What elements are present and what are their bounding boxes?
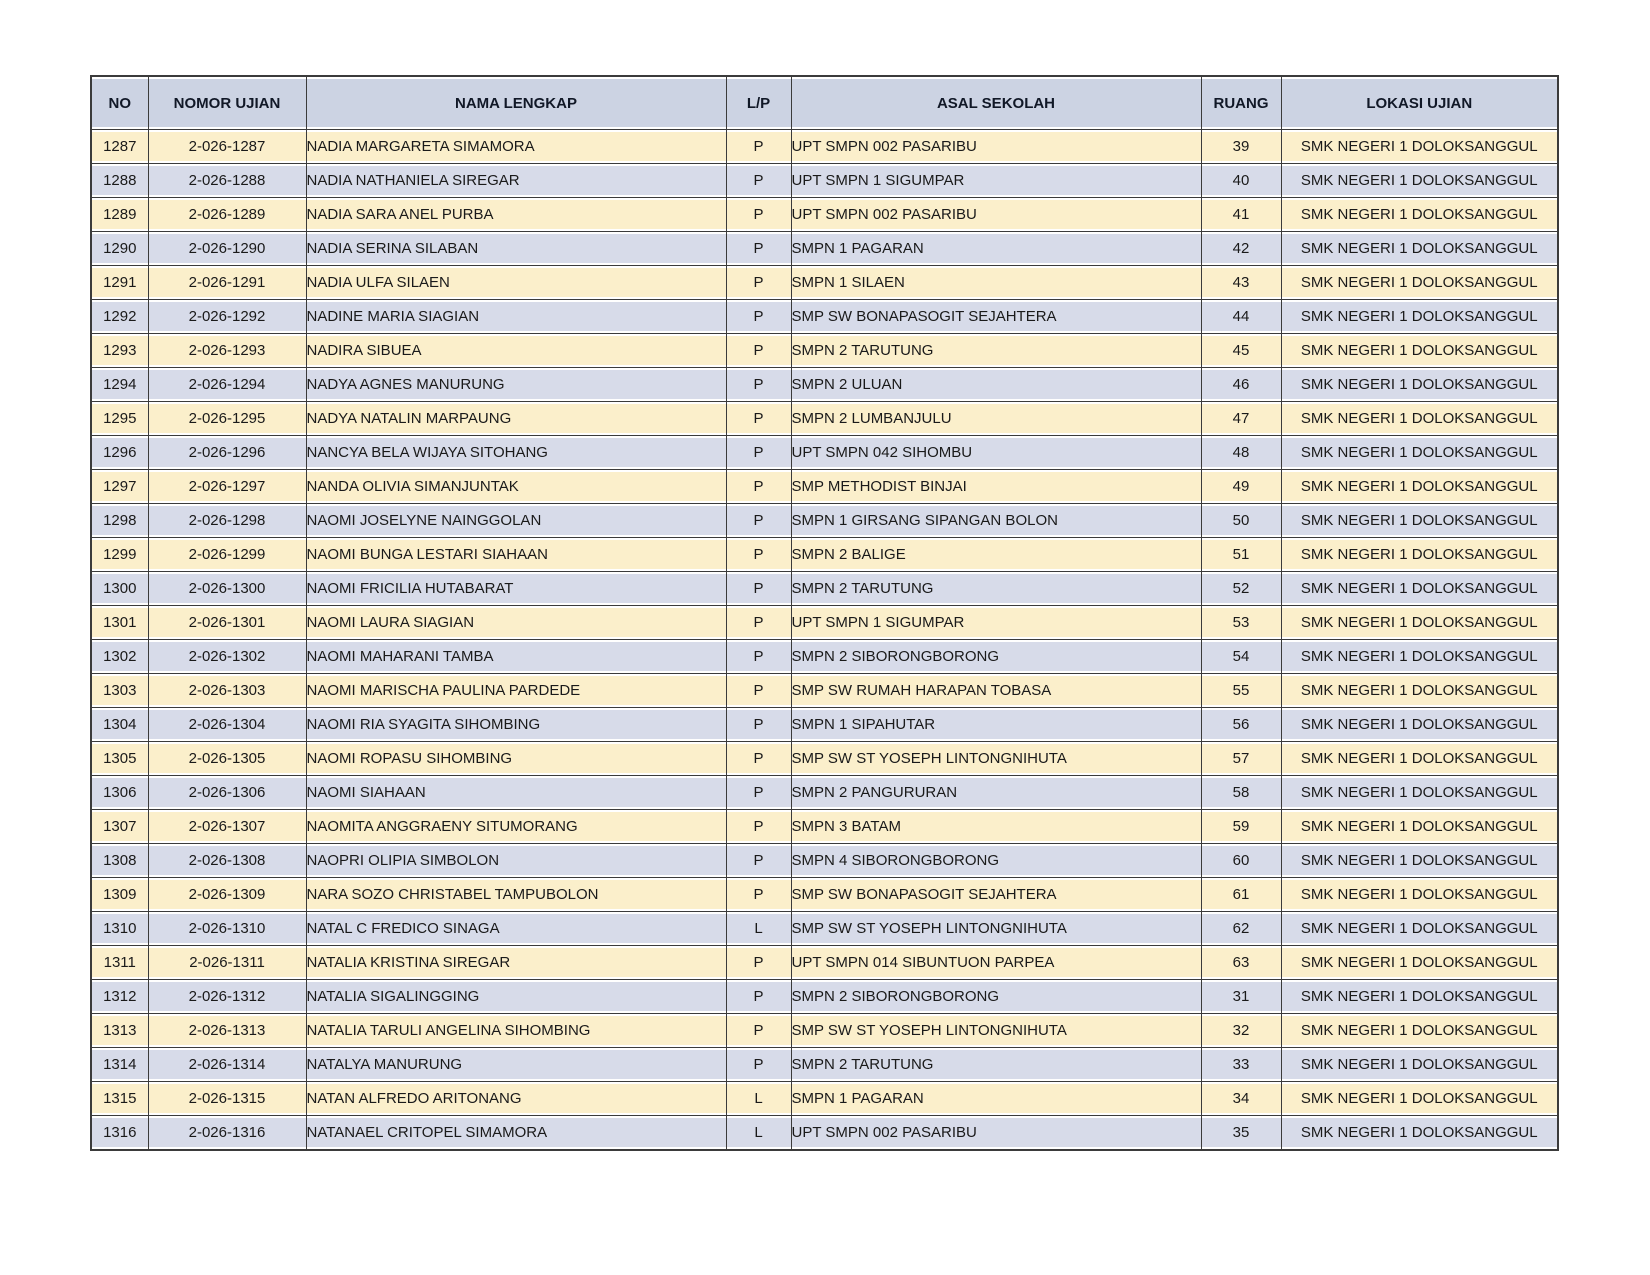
cell-lokasi: SMK NEGERI 1 DOLOKSANGGUL [1281, 572, 1558, 606]
cell-nama: NADIA NATHANIELA SIREGAR [306, 164, 726, 198]
cell-no: 1316 [91, 1116, 148, 1151]
cell-ruang: 40 [1201, 164, 1281, 198]
cell-lokasi: SMK NEGERI 1 DOLOKSANGGUL [1281, 878, 1558, 912]
cell-asal: SMPN 4 SIBORONGBORONG [791, 844, 1201, 878]
cell-no: 1312 [91, 980, 148, 1014]
cell-asal: SMP SW ST YOSEPH LINTONGNIHUTA [791, 1014, 1201, 1048]
cell-asal: UPT SMPN 014 SIBUNTUON PARPEA [791, 946, 1201, 980]
column-header-lokasi-ujian: LOKASI UJIAN [1281, 76, 1558, 130]
cell-nama: NANDA OLIVIA SIMANJUNTAK [306, 470, 726, 504]
cell-ruang: 35 [1201, 1116, 1281, 1151]
cell-nama: NADINE MARIA SIAGIAN [306, 300, 726, 334]
cell-lokasi: SMK NEGERI 1 DOLOKSANGGUL [1281, 776, 1558, 810]
cell-lp: P [726, 572, 791, 606]
cell-nomor: 2-026-1313 [148, 1014, 306, 1048]
cell-ruang: 63 [1201, 946, 1281, 980]
cell-lp: P [726, 640, 791, 674]
cell-asal: SMPN 2 ULUAN [791, 368, 1201, 402]
cell-no: 1306 [91, 776, 148, 810]
cell-nomor: 2-026-1288 [148, 164, 306, 198]
table-row [91, 572, 1558, 606]
cell-nama: NATAN ALFREDO ARITONANG [306, 1082, 726, 1116]
cell-lokasi: SMK NEGERI 1 DOLOKSANGGUL [1281, 1048, 1558, 1082]
column-header-nama-lengkap: NAMA LENGKAP [306, 76, 726, 130]
cell-nomor: 2-026-1307 [148, 810, 306, 844]
table-row [91, 436, 1558, 470]
cell-nama: NADIA MARGARETA SIMAMORA [306, 130, 726, 164]
cell-nomor: 2-026-1289 [148, 198, 306, 232]
cell-ruang: 32 [1201, 1014, 1281, 1048]
cell-lp: P [726, 368, 791, 402]
cell-ruang: 54 [1201, 640, 1281, 674]
cell-lokasi: SMK NEGERI 1 DOLOKSANGGUL [1281, 1014, 1558, 1048]
roster-body [91, 130, 1558, 1151]
cell-nomor: 2-026-1291 [148, 266, 306, 300]
cell-lokasi: SMK NEGERI 1 DOLOKSANGGUL [1281, 742, 1558, 776]
cell-lp: P [726, 266, 791, 300]
cell-ruang: 33 [1201, 1048, 1281, 1082]
cell-nama: NAOMI MAHARANI TAMBA [306, 640, 726, 674]
exam-roster-page [90, 75, 1557, 1151]
cell-nomor: 2-026-1295 [148, 402, 306, 436]
cell-no: 1298 [91, 504, 148, 538]
cell-lp: P [726, 810, 791, 844]
cell-lp: P [726, 1048, 791, 1082]
table-row [91, 878, 1558, 912]
cell-lokasi: SMK NEGERI 1 DOLOKSANGGUL [1281, 674, 1558, 708]
cell-no: 1310 [91, 912, 148, 946]
cell-no: 1290 [91, 232, 148, 266]
cell-nomor: 2-026-1310 [148, 912, 306, 946]
table-row [91, 1014, 1558, 1048]
cell-lp: P [726, 742, 791, 776]
table-row [91, 810, 1558, 844]
table-row [91, 980, 1558, 1014]
table-row [91, 164, 1558, 198]
cell-no: 1309 [91, 878, 148, 912]
cell-ruang: 52 [1201, 572, 1281, 606]
cell-ruang: 39 [1201, 130, 1281, 164]
cell-ruang: 41 [1201, 198, 1281, 232]
cell-lokasi: SMK NEGERI 1 DOLOKSANGGUL [1281, 946, 1558, 980]
cell-no: 1300 [91, 572, 148, 606]
cell-lp: P [726, 606, 791, 640]
cell-no: 1301 [91, 606, 148, 640]
cell-ruang: 56 [1201, 708, 1281, 742]
cell-nama: NAOPRI OLIPIA SIMBOLON [306, 844, 726, 878]
cell-asal: UPT SMPN 002 PASARIBU [791, 130, 1201, 164]
cell-asal: SMP SW BONAPASOGIT SEJAHTERA [791, 300, 1201, 334]
cell-no: 1293 [91, 334, 148, 368]
cell-no: 1313 [91, 1014, 148, 1048]
cell-nomor: 2-026-1304 [148, 708, 306, 742]
table-row [91, 1048, 1558, 1082]
cell-ruang: 53 [1201, 606, 1281, 640]
cell-ruang: 55 [1201, 674, 1281, 708]
cell-lp: P [726, 878, 791, 912]
cell-ruang: 47 [1201, 402, 1281, 436]
cell-asal: SMPN 2 LUMBANJULU [791, 402, 1201, 436]
table-row [91, 300, 1558, 334]
cell-asal: SMPN 1 SIPAHUTAR [791, 708, 1201, 742]
cell-asal: UPT SMPN 002 PASARIBU [791, 198, 1201, 232]
cell-ruang: 62 [1201, 912, 1281, 946]
cell-ruang: 58 [1201, 776, 1281, 810]
cell-nama: NATAL C FREDICO SINAGA [306, 912, 726, 946]
cell-lokasi: SMK NEGERI 1 DOLOKSANGGUL [1281, 640, 1558, 674]
cell-asal: SMPN 2 BALIGE [791, 538, 1201, 572]
cell-lp: P [726, 232, 791, 266]
cell-no: 1315 [91, 1082, 148, 1116]
cell-lokasi: SMK NEGERI 1 DOLOKSANGGUL [1281, 980, 1558, 1014]
table-row [91, 470, 1558, 504]
cell-nomor: 2-026-1308 [148, 844, 306, 878]
cell-lokasi: SMK NEGERI 1 DOLOKSANGGUL [1281, 606, 1558, 640]
table-row [91, 538, 1558, 572]
table-row [91, 1082, 1558, 1116]
cell-nama: NATALIA KRISTINA SIREGAR [306, 946, 726, 980]
cell-asal: UPT SMPN 042 SIHOMBU [791, 436, 1201, 470]
cell-lp: P [726, 674, 791, 708]
cell-nama: NATANAEL CRITOPEL SIMAMORA [306, 1116, 726, 1151]
cell-nomor: 2-026-1305 [148, 742, 306, 776]
cell-lokasi: SMK NEGERI 1 DOLOKSANGGUL [1281, 402, 1558, 436]
cell-lokasi: SMK NEGERI 1 DOLOKSANGGUL [1281, 470, 1558, 504]
cell-lokasi: SMK NEGERI 1 DOLOKSANGGUL [1281, 538, 1558, 572]
table-row [91, 912, 1558, 946]
cell-nomor: 2-026-1299 [148, 538, 306, 572]
cell-no: 1292 [91, 300, 148, 334]
cell-no: 1297 [91, 470, 148, 504]
cell-asal: SMPN 1 PAGARAN [791, 1082, 1201, 1116]
cell-nomor: 2-026-1312 [148, 980, 306, 1014]
cell-nomor: 2-026-1292 [148, 300, 306, 334]
cell-nomor: 2-026-1306 [148, 776, 306, 810]
table-row [91, 368, 1558, 402]
cell-nomor: 2-026-1297 [148, 470, 306, 504]
header-row [91, 76, 1558, 130]
table-row [91, 844, 1558, 878]
cell-nama: NATALIA SIGALINGGING [306, 980, 726, 1014]
cell-lokasi: SMK NEGERI 1 DOLOKSANGGUL [1281, 912, 1558, 946]
exam-participants-table [90, 75, 1559, 1151]
table-row [91, 674, 1558, 708]
column-header-asal-sekolah: ASAL SEKOLAH [791, 76, 1201, 130]
table-row [91, 606, 1558, 640]
cell-asal: SMPN 2 TARUTUNG [791, 334, 1201, 368]
table-row [91, 640, 1558, 674]
cell-asal: SMP SW ST YOSEPH LINTONGNIHUTA [791, 742, 1201, 776]
cell-nama: NADYA NATALIN MARPAUNG [306, 402, 726, 436]
cell-ruang: 45 [1201, 334, 1281, 368]
cell-lp: P [726, 776, 791, 810]
table-row [91, 742, 1558, 776]
cell-ruang: 34 [1201, 1082, 1281, 1116]
cell-no: 1291 [91, 266, 148, 300]
cell-no: 1296 [91, 436, 148, 470]
cell-lp: L [726, 1082, 791, 1116]
cell-lokasi: SMK NEGERI 1 DOLOKSANGGUL [1281, 198, 1558, 232]
column-header-no: NO [91, 76, 148, 130]
cell-ruang: 48 [1201, 436, 1281, 470]
cell-asal: UPT SMPN 1 SIGUMPAR [791, 164, 1201, 198]
cell-lokasi: SMK NEGERI 1 DOLOKSANGGUL [1281, 504, 1558, 538]
cell-asal: SMP SW RUMAH HARAPAN TOBASA [791, 674, 1201, 708]
cell-lp: P [726, 980, 791, 1014]
cell-nama: NADIRA SIBUEA [306, 334, 726, 368]
table-row [91, 130, 1558, 164]
cell-no: 1287 [91, 130, 148, 164]
cell-lokasi: SMK NEGERI 1 DOLOKSANGGUL [1281, 368, 1558, 402]
cell-nomor: 2-026-1293 [148, 334, 306, 368]
cell-ruang: 42 [1201, 232, 1281, 266]
cell-asal: SMPN 1 SILAEN [791, 266, 1201, 300]
cell-no: 1305 [91, 742, 148, 776]
cell-ruang: 46 [1201, 368, 1281, 402]
cell-no: 1295 [91, 402, 148, 436]
cell-nama: NARA SOZO CHRISTABEL TAMPUBOLON [306, 878, 726, 912]
cell-nomor: 2-026-1294 [148, 368, 306, 402]
cell-nama: NAOMI JOSELYNE NAINGGOLAN [306, 504, 726, 538]
cell-nama: NAOMI LAURA SIAGIAN [306, 606, 726, 640]
cell-nama: NANCYA BELA WIJAYA SITOHANG [306, 436, 726, 470]
cell-nomor: 2-026-1298 [148, 504, 306, 538]
cell-asal: SMPN 2 TARUTUNG [791, 1048, 1201, 1082]
cell-nomor: 2-026-1309 [148, 878, 306, 912]
cell-lp: P [726, 1014, 791, 1048]
cell-no: 1303 [91, 674, 148, 708]
cell-no: 1304 [91, 708, 148, 742]
cell-lp: L [726, 912, 791, 946]
cell-nama: NADIA SERINA SILABAN [306, 232, 726, 266]
table-row [91, 266, 1558, 300]
cell-lp: P [726, 844, 791, 878]
cell-nama: NAOMITA ANGGRAENY SITUMORANG [306, 810, 726, 844]
cell-lokasi: SMK NEGERI 1 DOLOKSANGGUL [1281, 164, 1558, 198]
cell-lokasi: SMK NEGERI 1 DOLOKSANGGUL [1281, 232, 1558, 266]
column-header-lp: L/P [726, 76, 791, 130]
cell-nama: NAOMI SIAHAAN [306, 776, 726, 810]
cell-nomor: 2-026-1287 [148, 130, 306, 164]
cell-lokasi: SMK NEGERI 1 DOLOKSANGGUL [1281, 1116, 1558, 1151]
table-row [91, 198, 1558, 232]
cell-lokasi: SMK NEGERI 1 DOLOKSANGGUL [1281, 300, 1558, 334]
table-row [91, 402, 1558, 436]
table-row [91, 504, 1558, 538]
cell-nomor: 2-026-1296 [148, 436, 306, 470]
cell-nomor: 2-026-1311 [148, 946, 306, 980]
cell-lp: P [726, 198, 791, 232]
cell-lokasi: SMK NEGERI 1 DOLOKSANGGUL [1281, 266, 1558, 300]
cell-nama: NAOMI FRICILIA HUTABARAT [306, 572, 726, 606]
cell-lokasi: SMK NEGERI 1 DOLOKSANGGUL [1281, 334, 1558, 368]
cell-nama: NAOMI BUNGA LESTARI SIAHAAN [306, 538, 726, 572]
cell-nomor: 2-026-1302 [148, 640, 306, 674]
cell-asal: SMPN 2 SIBORONGBORONG [791, 640, 1201, 674]
cell-nama: NAOMI RIA SYAGITA SIHOMBING [306, 708, 726, 742]
column-header-ruang: RUANG [1201, 76, 1281, 130]
cell-ruang: 57 [1201, 742, 1281, 776]
cell-nama: NAOMI ROPASU SIHOMBING [306, 742, 726, 776]
cell-nomor: 2-026-1316 [148, 1116, 306, 1151]
cell-nama: NADIA SARA ANEL PURBA [306, 198, 726, 232]
column-header-nomor-ujian: NOMOR UJIAN [148, 76, 306, 130]
table-row [91, 708, 1558, 742]
cell-lokasi: SMK NEGERI 1 DOLOKSANGGUL [1281, 708, 1558, 742]
cell-asal: SMP METHODIST BINJAI [791, 470, 1201, 504]
table-row [91, 776, 1558, 810]
cell-asal: SMPN 2 PANGURURAN [791, 776, 1201, 810]
cell-no: 1307 [91, 810, 148, 844]
cell-lokasi: SMK NEGERI 1 DOLOKSANGGUL [1281, 130, 1558, 164]
cell-lp: P [726, 946, 791, 980]
cell-nomor: 2-026-1314 [148, 1048, 306, 1082]
cell-lokasi: SMK NEGERI 1 DOLOKSANGGUL [1281, 436, 1558, 470]
cell-lp: P [726, 130, 791, 164]
cell-asal: SMPN 1 GIRSANG SIPANGAN BOLON [791, 504, 1201, 538]
cell-no: 1294 [91, 368, 148, 402]
cell-lokasi: SMK NEGERI 1 DOLOKSANGGUL [1281, 844, 1558, 878]
cell-nomor: 2-026-1315 [148, 1082, 306, 1116]
cell-no: 1289 [91, 198, 148, 232]
cell-nama: NAOMI MARISCHA PAULINA PARDEDE [306, 674, 726, 708]
cell-asal: SMPN 1 PAGARAN [791, 232, 1201, 266]
cell-asal: SMPN 3 BATAM [791, 810, 1201, 844]
cell-nama: NADYA AGNES MANURUNG [306, 368, 726, 402]
cell-lp: P [726, 300, 791, 334]
cell-lp: P [726, 402, 791, 436]
cell-ruang: 44 [1201, 300, 1281, 334]
cell-ruang: 51 [1201, 538, 1281, 572]
table-row [91, 1116, 1558, 1151]
cell-asal: SMPN 2 TARUTUNG [791, 572, 1201, 606]
cell-asal: SMP SW ST YOSEPH LINTONGNIHUTA [791, 912, 1201, 946]
cell-nomor: 2-026-1303 [148, 674, 306, 708]
cell-ruang: 49 [1201, 470, 1281, 504]
cell-no: 1302 [91, 640, 148, 674]
table-row [91, 334, 1558, 368]
cell-ruang: 31 [1201, 980, 1281, 1014]
cell-ruang: 59 [1201, 810, 1281, 844]
table-row [91, 232, 1558, 266]
cell-ruang: 60 [1201, 844, 1281, 878]
cell-no: 1288 [91, 164, 148, 198]
cell-lp: P [726, 504, 791, 538]
cell-lokasi: SMK NEGERI 1 DOLOKSANGGUL [1281, 1082, 1558, 1116]
cell-asal: UPT SMPN 1 SIGUMPAR [791, 606, 1201, 640]
cell-ruang: 50 [1201, 504, 1281, 538]
cell-nomor: 2-026-1290 [148, 232, 306, 266]
cell-ruang: 43 [1201, 266, 1281, 300]
cell-nama: NATALYA MANURUNG [306, 1048, 726, 1082]
cell-lp: P [726, 164, 791, 198]
table-row [91, 946, 1558, 980]
cell-nomor: 2-026-1301 [148, 606, 306, 640]
cell-lp: P [726, 538, 791, 572]
cell-no: 1314 [91, 1048, 148, 1082]
cell-lp: P [726, 334, 791, 368]
cell-nama: NADIA ULFA SILAEN [306, 266, 726, 300]
cell-no: 1299 [91, 538, 148, 572]
cell-lp: L [726, 1116, 791, 1151]
cell-asal: UPT SMPN 002 PASARIBU [791, 1116, 1201, 1151]
cell-ruang: 61 [1201, 878, 1281, 912]
cell-lokasi: SMK NEGERI 1 DOLOKSANGGUL [1281, 810, 1558, 844]
cell-no: 1311 [91, 946, 148, 980]
cell-nomor: 2-026-1300 [148, 572, 306, 606]
cell-lp: P [726, 708, 791, 742]
cell-lp: P [726, 436, 791, 470]
cell-asal: SMP SW BONAPASOGIT SEJAHTERA [791, 878, 1201, 912]
cell-lp: P [726, 470, 791, 504]
cell-no: 1308 [91, 844, 148, 878]
cell-asal: SMPN 2 SIBORONGBORONG [791, 980, 1201, 1014]
cell-nama: NATALIA TARULI ANGELINA SIHOMBING [306, 1014, 726, 1048]
